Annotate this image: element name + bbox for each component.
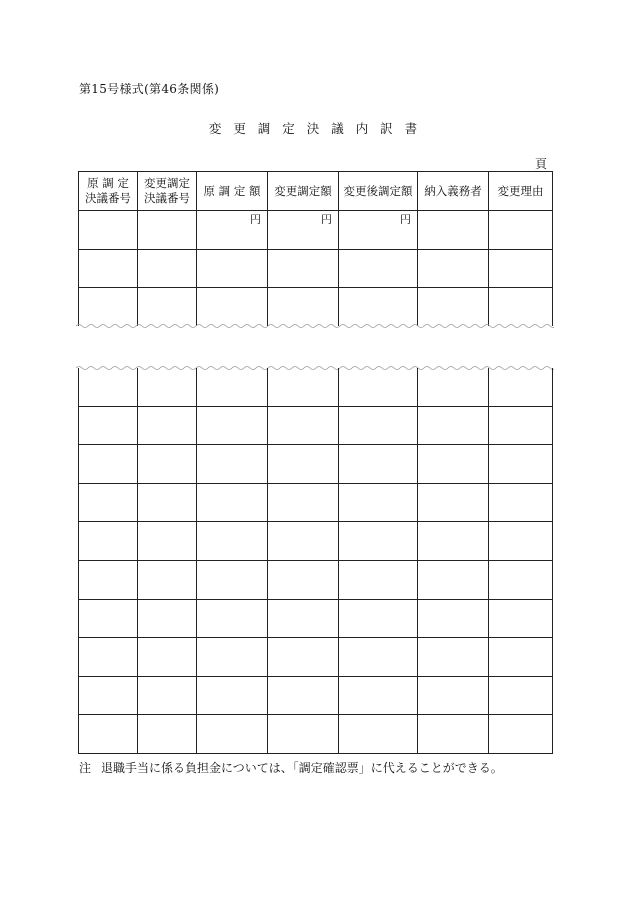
table-cell <box>79 715 138 754</box>
table-cell <box>197 368 268 406</box>
table-cell <box>138 638 197 677</box>
header-line: 決議番号 <box>144 191 190 205</box>
table-row <box>79 368 553 406</box>
table-cell <box>418 211 489 250</box>
table-cell <box>138 483 197 522</box>
breakdown-table-bottom <box>78 368 553 754</box>
table-row <box>79 676 553 715</box>
table-row <box>79 406 553 445</box>
table-cell <box>268 599 339 638</box>
table-cell <box>489 249 553 288</box>
yen-unit: 円 <box>321 213 332 226</box>
table-cell <box>79 483 138 522</box>
table-cell <box>339 249 418 288</box>
table-cell <box>268 522 339 561</box>
table-cell <box>197 560 268 599</box>
table-cell <box>489 288 553 326</box>
table-cell <box>418 599 489 638</box>
table-cell <box>138 560 197 599</box>
header-line: 変更調定 <box>144 176 190 190</box>
table-cell <box>138 368 197 406</box>
table-cell <box>268 676 339 715</box>
header-payer: 納入義務者 <box>418 172 489 211</box>
table-cell <box>79 445 138 484</box>
table-cell <box>197 599 268 638</box>
table-cell <box>197 638 268 677</box>
table-cell <box>339 288 418 326</box>
table-cell <box>138 715 197 754</box>
table-cell <box>489 560 553 599</box>
table-cell <box>339 368 418 406</box>
table-cell <box>339 560 418 599</box>
table-cell <box>79 560 138 599</box>
table-cell <box>268 288 339 326</box>
table-cell <box>79 288 138 326</box>
table-cell <box>197 249 268 288</box>
header-line: 決議番号 <box>85 191 131 205</box>
table-cell <box>418 445 489 484</box>
table-cell <box>197 445 268 484</box>
table-row <box>79 638 553 677</box>
table-cell <box>489 599 553 638</box>
yen-unit: 円 <box>400 213 411 226</box>
table-row <box>79 522 553 561</box>
footnote <box>79 759 503 776</box>
table-cell <box>489 368 553 406</box>
header-line: 原 調 定 <box>87 176 129 190</box>
table-cell <box>268 406 339 445</box>
form-title: 変 更 調 定 決 議 内 訳 書 <box>208 121 422 136</box>
breakdown-table-top <box>78 171 553 326</box>
table-cell <box>138 211 197 250</box>
footnote-mark: 注 <box>79 761 92 775</box>
table-cell <box>339 483 418 522</box>
footnote-text: 退職手当に係る負担金については、「調定確認票」に代えることができる。 <box>101 761 503 775</box>
table-cell <box>197 676 268 715</box>
table-cell <box>418 406 489 445</box>
table-row <box>79 445 553 484</box>
table-cell <box>268 445 339 484</box>
table-row <box>79 483 553 522</box>
table-cell <box>197 406 268 445</box>
table-cell <box>339 445 418 484</box>
table-cell <box>138 288 197 326</box>
table-cell <box>79 522 138 561</box>
table-cell <box>79 638 138 677</box>
header-change-reason: 変更理由 <box>489 172 553 211</box>
header-original-amount: 原 調 定 額 <box>197 172 268 211</box>
table-cell <box>339 715 418 754</box>
header-amount-after-change: 変更後調定額 <box>339 172 418 211</box>
table-cell <box>418 483 489 522</box>
table-row <box>79 560 553 599</box>
table-row <box>79 599 553 638</box>
table-cell <box>138 599 197 638</box>
table-cell <box>489 211 553 250</box>
header-change-decision-no <box>138 172 197 211</box>
table-cell <box>418 560 489 599</box>
table-cell <box>268 368 339 406</box>
table-cell <box>268 211 339 250</box>
table-cell <box>418 638 489 677</box>
table-cell <box>489 406 553 445</box>
table-break-mark-top <box>76 322 554 330</box>
table-row <box>79 249 553 288</box>
page-label: 頁 <box>535 157 548 171</box>
table-cell <box>339 599 418 638</box>
table-cell <box>79 406 138 445</box>
yen-unit: 円 <box>250 213 261 226</box>
table-cell <box>197 483 268 522</box>
table-cell <box>79 211 138 250</box>
table-cell <box>268 249 339 288</box>
table-cell <box>79 249 138 288</box>
table-cell <box>418 249 489 288</box>
table-cell <box>79 599 138 638</box>
table-row <box>79 211 553 250</box>
table-cell <box>197 211 268 250</box>
table-cell <box>489 638 553 677</box>
table-cell <box>489 522 553 561</box>
table-cell <box>418 522 489 561</box>
table-cell <box>489 445 553 484</box>
table-cell <box>197 288 268 326</box>
table-cell <box>197 715 268 754</box>
table-cell <box>268 560 339 599</box>
table-cell <box>138 676 197 715</box>
table-cell <box>339 522 418 561</box>
table-cell <box>339 638 418 677</box>
table-cell <box>138 249 197 288</box>
table-cell <box>268 638 339 677</box>
table-row <box>79 715 553 754</box>
table-row <box>79 288 553 326</box>
table-cell <box>418 368 489 406</box>
table-cell <box>339 406 418 445</box>
header-change-amount: 変更調定額 <box>268 172 339 211</box>
table-cell <box>138 406 197 445</box>
table-cell <box>418 676 489 715</box>
table-cell <box>489 715 553 754</box>
table-cell <box>339 211 418 250</box>
table-cell <box>138 522 197 561</box>
table-cell <box>418 715 489 754</box>
table-cell <box>79 368 138 406</box>
table-cell <box>339 676 418 715</box>
table-cell <box>489 676 553 715</box>
table-cell <box>79 676 138 715</box>
form-number: 第15号様式(第46条関係) <box>79 82 220 96</box>
table-header-row <box>79 172 553 211</box>
table-cell <box>489 483 553 522</box>
table-cell <box>197 522 268 561</box>
table-cell <box>418 288 489 326</box>
table-cell <box>268 483 339 522</box>
table-cell <box>138 445 197 484</box>
header-original-decision-no <box>79 172 138 211</box>
table-cell <box>268 715 339 754</box>
